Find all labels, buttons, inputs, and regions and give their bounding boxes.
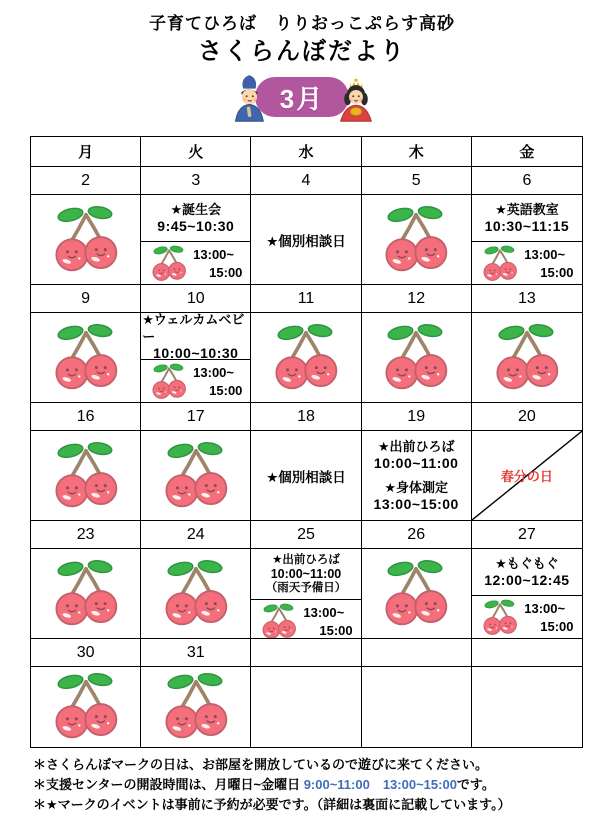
day-content-24	[141, 549, 251, 639]
open-time-start: 13:00~	[193, 365, 234, 380]
date-cell-11: 11	[251, 285, 361, 313]
cherry-icon	[49, 439, 123, 513]
date-cell-16: 16	[31, 403, 141, 431]
event-title: ★出前ひろば	[377, 439, 455, 454]
date-cell-26: 26	[362, 521, 472, 549]
day-content-27	[472, 549, 582, 639]
day-content-3	[141, 195, 251, 285]
event-block	[374, 438, 459, 472]
cherry-icon	[259, 602, 299, 639]
day-content-2	[31, 195, 141, 285]
date-cell-31: 31	[141, 639, 251, 667]
month-badge: 3月	[255, 77, 349, 117]
event-time: 13:00~15:00	[373, 496, 459, 512]
cherry-icon	[490, 321, 564, 395]
date-cell-27: 27	[472, 521, 582, 549]
newsletter-subtitle: 子育てひろば りりおっこぷらす高砂	[149, 14, 455, 33]
cherry-icon	[49, 670, 123, 744]
empress-doll-icon	[335, 74, 377, 124]
date-cell-6: 6	[472, 167, 582, 195]
open-room-block	[141, 360, 250, 403]
day-content-empty	[362, 667, 472, 747]
day-content-9	[31, 313, 141, 403]
day-content-16	[31, 431, 141, 521]
footer-note-2	[33, 775, 604, 795]
footer-note-2-prefix: ＊支援センターの開設時間は、月曜日~金曜日	[33, 777, 304, 792]
day-content-5	[362, 195, 472, 285]
date-cell-3: 3	[141, 167, 251, 195]
event-title: ★個別相談日	[266, 469, 346, 485]
newsletter-header	[0, 0, 604, 68]
day-header-mon: 月	[31, 137, 141, 167]
event-title: ★英語教室	[495, 202, 559, 217]
day-content-11	[251, 313, 361, 403]
day-header-fri: 金	[472, 137, 582, 167]
event-time: 12:00~12:45	[484, 572, 570, 588]
open-time-end: 15:00	[209, 265, 243, 280]
event-time: 10:00~11:00	[270, 567, 342, 581]
open-time-start: 13:00~	[193, 247, 234, 262]
day-content-26	[362, 549, 472, 639]
date-cell-10: 10	[141, 285, 251, 313]
open-time-end: 15:00	[540, 265, 574, 280]
footer-note-2-times: 9:00~11:00 13:00~15:00	[303, 777, 457, 792]
event-time: 10:30~11:15	[484, 218, 570, 234]
date-cell-18: 18	[251, 403, 361, 431]
event-title: ★誕生会	[170, 202, 222, 217]
month-badge-row	[0, 72, 604, 122]
open-room-times	[193, 364, 242, 400]
cherry-icon	[480, 244, 520, 284]
cherry-icon	[480, 598, 520, 638]
open-room-block	[141, 242, 250, 285]
event-block	[472, 195, 582, 242]
date-cell-2: 2	[31, 167, 141, 195]
event-block	[472, 549, 582, 596]
date-cell-empty	[472, 639, 582, 667]
footer-note-1: ＊さくらんぼマークの日は、お部屋を開放しているので遊びに来てください。	[33, 757, 489, 772]
day-content-23	[31, 549, 141, 639]
open-room-block	[251, 600, 360, 639]
event-block	[141, 195, 250, 242]
day-content-13	[472, 313, 582, 403]
footer-note-3: ＊★マークのイベントは事前に予約が必要です。（詳細は裏面に記載しています。）	[33, 797, 511, 812]
date-cell-23: 23	[31, 521, 141, 549]
open-time-end: 15:00	[319, 623, 353, 638]
cherry-icon	[159, 439, 233, 513]
open-room-times	[303, 604, 352, 639]
holiday-label: 春分の日	[500, 469, 553, 484]
cherry-icon	[379, 203, 453, 277]
footer-note-2-suffix: です。	[456, 777, 495, 792]
open-room-times	[524, 246, 573, 282]
date-cell-13: 13	[472, 285, 582, 313]
cherry-icon	[379, 557, 453, 631]
open-room-times	[524, 600, 573, 636]
date-cell-25: 25	[251, 521, 361, 549]
event-time: 9:45~10:30	[157, 218, 235, 234]
cherry-icon	[49, 557, 123, 631]
open-room-block	[472, 242, 582, 285]
day-content-4	[251, 195, 361, 285]
cherry-icon	[379, 321, 453, 395]
day-content-6	[472, 195, 582, 285]
day-content-31	[141, 667, 251, 747]
cherry-icon	[269, 321, 343, 395]
event-time: 10:00~11:00	[373, 455, 459, 471]
date-cell-24: 24	[141, 521, 251, 549]
day-content-25	[251, 549, 361, 639]
day-content-18	[251, 431, 361, 521]
open-time-start: 13:00~	[524, 601, 566, 616]
cherry-icon	[49, 321, 123, 395]
day-content-17	[141, 431, 251, 521]
open-time-start: 13:00~	[303, 605, 345, 620]
event-title: ★ウェルカムベビー	[142, 313, 245, 344]
event-title: ★もぐもぐ	[495, 556, 559, 571]
cherry-icon	[49, 203, 123, 277]
date-cell-12: 12	[362, 285, 472, 313]
day-content-30	[31, 667, 141, 747]
day-content-20	[472, 431, 582, 521]
open-room-block	[472, 596, 582, 639]
date-cell-empty	[362, 639, 472, 667]
date-cell-9: 9	[31, 285, 141, 313]
emperor-doll-icon	[227, 74, 269, 124]
event-note: （雨天予備日）	[265, 582, 347, 594]
calendar-table	[30, 136, 583, 748]
event-block	[251, 549, 360, 600]
event-title: ★出前ひろば	[272, 554, 340, 566]
date-cell-4: 4	[251, 167, 361, 195]
open-time-end: 15:00	[209, 383, 243, 398]
open-room-times	[193, 246, 242, 282]
date-cell-30: 30	[31, 639, 141, 667]
day-content-empty	[472, 667, 582, 747]
day-content-19	[362, 431, 472, 521]
date-cell-19: 19	[362, 403, 472, 431]
day-header-tue: 火	[141, 137, 251, 167]
footer-notes	[33, 755, 604, 815]
date-cell-20: 20	[472, 403, 582, 431]
date-cell-17: 17	[141, 403, 251, 431]
open-time-start: 13:00~	[524, 247, 566, 262]
day-header-wed: 水	[251, 137, 361, 167]
day-content-empty	[251, 667, 361, 747]
date-cell-5: 5	[362, 167, 472, 195]
newsletter-title: さくらんぼだより	[198, 38, 406, 65]
day-content-10	[141, 313, 251, 403]
date-cell-empty	[251, 639, 361, 667]
open-time-end: 15:00	[540, 619, 574, 634]
event-block	[374, 479, 459, 513]
cherry-icon	[159, 557, 233, 631]
day-header-thu: 木	[362, 137, 472, 167]
cherry-icon	[149, 362, 189, 402]
cherry-icon	[159, 670, 233, 744]
cherry-icon	[149, 244, 189, 284]
event-block	[141, 313, 250, 360]
day-content-12	[362, 313, 472, 403]
event-time: 10:00~10:30	[153, 344, 239, 361]
event-title: ★身体測定	[384, 480, 449, 495]
event-title: ★個別相談日	[266, 233, 346, 249]
